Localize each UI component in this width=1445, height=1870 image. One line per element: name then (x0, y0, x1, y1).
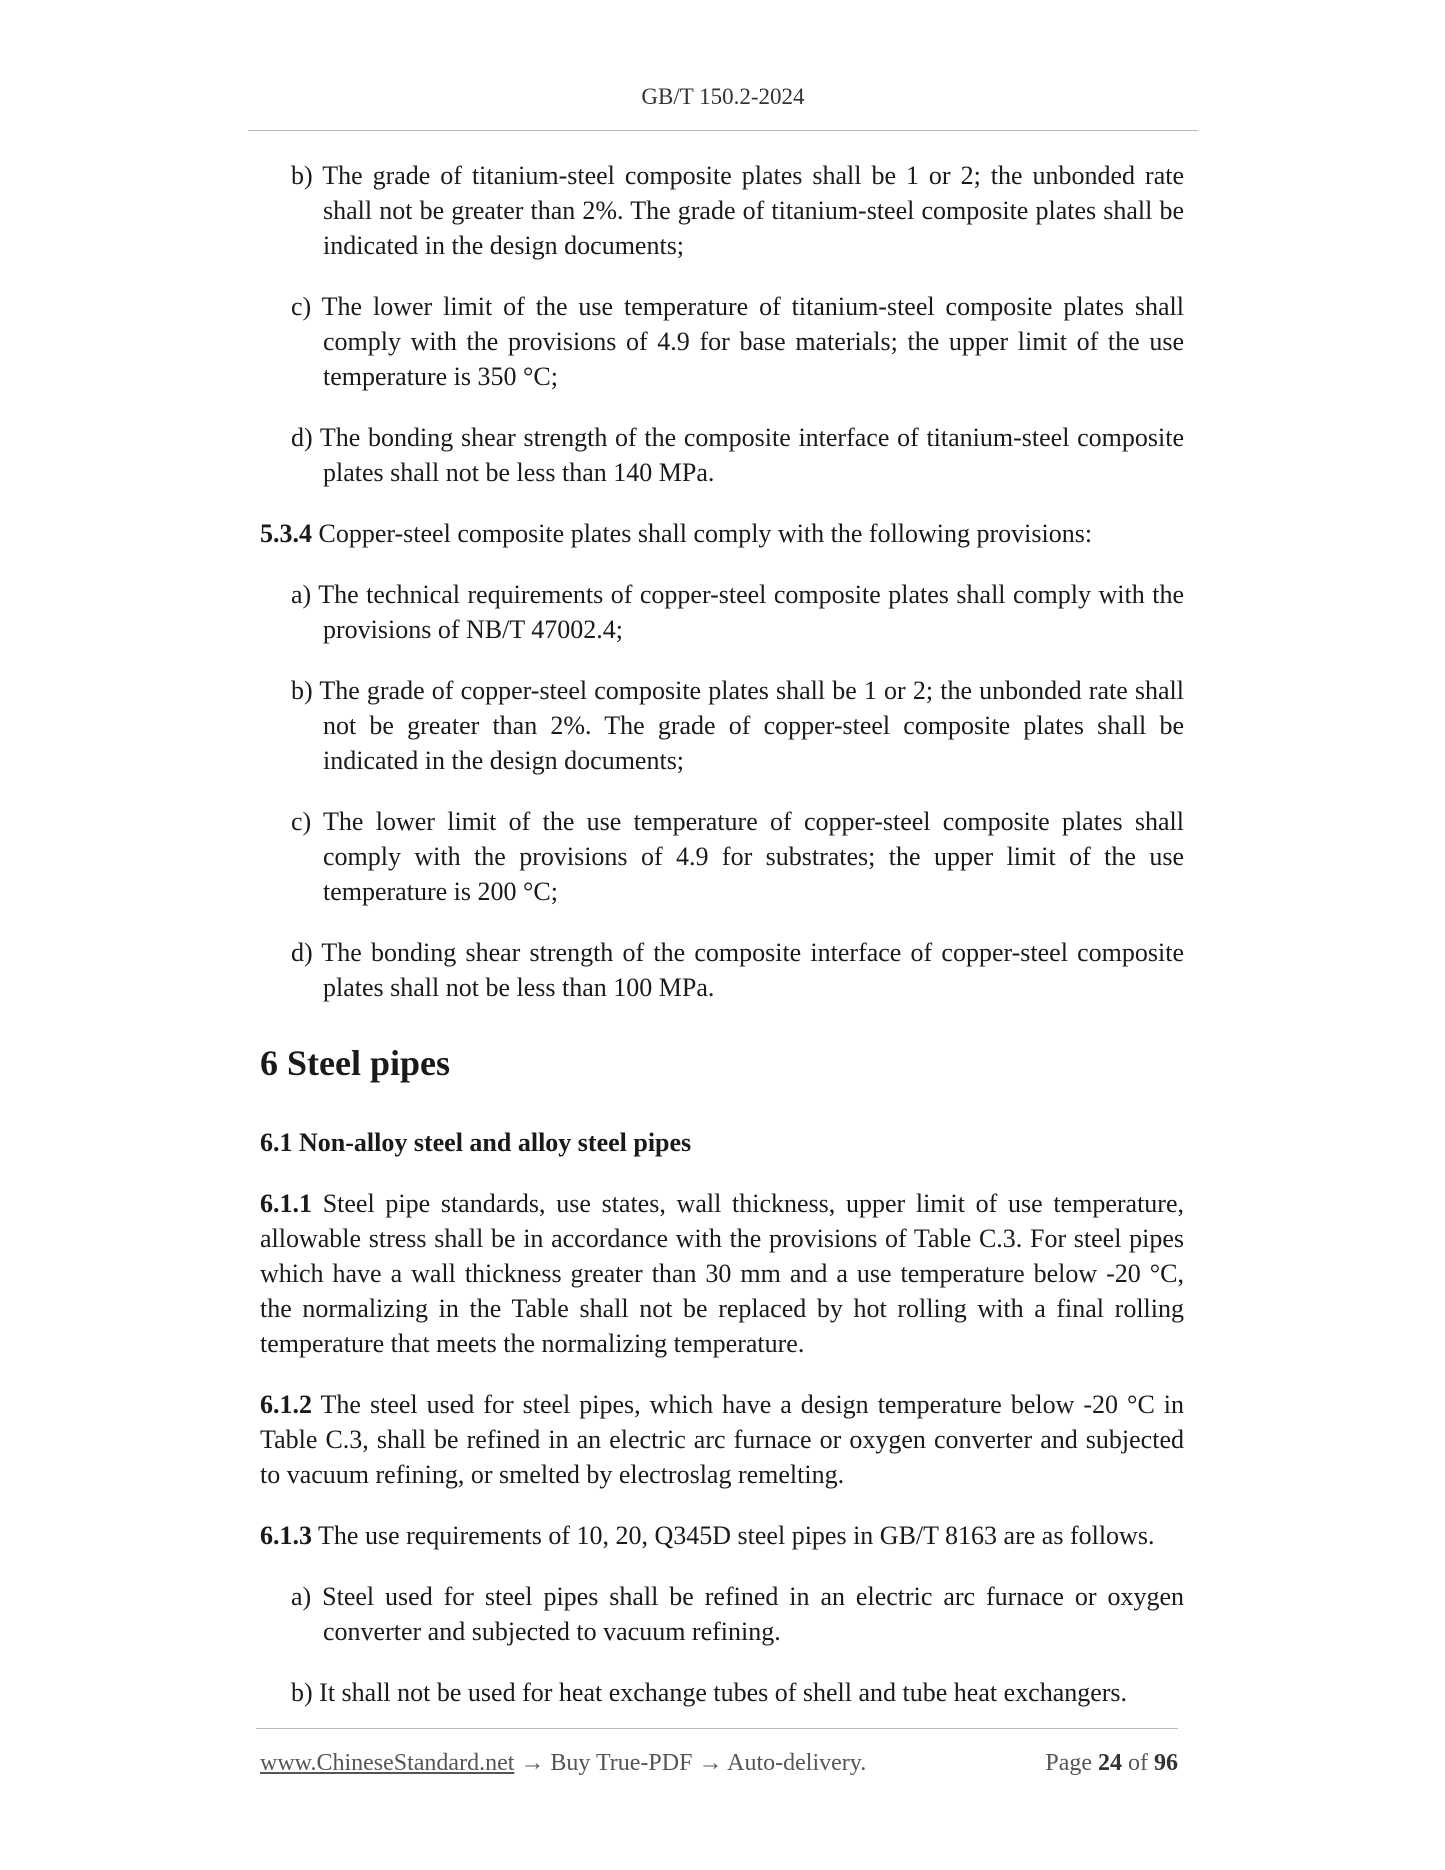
item-text: The grade of titanium-steel composite plates shall be 1 or 2; the unbonded rate shall not be greater than 2%. The grade of titanium-steel composite plates shall be indicated in the design documents; (322, 161, 1184, 260)
clause-text: The steel used for steel pipes, which have a design temperature below -20 °C in Table C.3, shall be refined in an electric arc furnace or oxygen converter and subjected to vacuum refining, or smelted by electroslag remelting. (260, 1390, 1185, 1489)
auto-delivery-text: Auto-delivery. (727, 1750, 867, 1776)
clause-5-3-4 (260, 516, 1184, 551)
list-item (260, 577, 1184, 647)
clause-number: 6.1.3 (260, 1521, 312, 1550)
item-text: It shall not be used for heat exchange tubes of shell and tube heat exchangers. (319, 1678, 1128, 1707)
item-text: The lower limit of the use temperature of titanium-steel composite plates shall comply with the provisions of 4.9 for base materials; the upper limit of the use temperature is 350 °C; (321, 292, 1184, 391)
site-link[interactable]: www.ChineseStandard.net (260, 1750, 515, 1776)
list-item (260, 804, 1184, 909)
item-label: a) (291, 1582, 312, 1611)
item-label: d) (291, 423, 313, 452)
footer-divider (256, 1728, 1178, 1729)
item-text: The bonding shear strength of the composite interface of titanium-steel composite plates shall not be less than 140 MPa. (319, 423, 1184, 487)
section-heading: 6.1 Non-alloy steel and alloy steel pipes (260, 1128, 692, 1157)
clause-number: 6.1.2 (260, 1390, 312, 1419)
item-text: The bonding shear strength of the composite interface of copper-steel composite plates shall not be less than 100 MPa. (321, 938, 1185, 1002)
total-pages: 96 (1154, 1750, 1178, 1776)
item-label: d) (291, 938, 313, 967)
arrow-right-icon: → (698, 1750, 723, 1776)
clause-6-1-3 (260, 1518, 1184, 1553)
item-label: c) (291, 807, 312, 836)
clause-6-1-2 (260, 1387, 1184, 1492)
clause-text: Steel pipe standards, use states, wall thickness, upper limit of use temperature, allowable stress shall be in accordance with the provisions of Table C.3. For steel pipes which have a wall thickness greater than 30 mm and a use temperature below -20 °C, the normalizing in the Table shall not be replaced by hot rolling with a final rolling temperature that meets the normalizing temperature. (260, 1189, 1185, 1358)
item-label: b) (291, 676, 313, 705)
arrow-right-icon: → (520, 1750, 545, 1776)
list-item (260, 289, 1184, 394)
item-label: c) (291, 292, 312, 321)
list-item (260, 673, 1184, 778)
clause-number: 5.3.4 (260, 519, 312, 548)
footer-links (260, 1750, 866, 1777)
item-text: The technical requirements of copper-steel composite plates shall comply with the provisions of NB/T 47002.4; (318, 580, 1184, 644)
chapter-heading: 6 Steel pipes (260, 1043, 451, 1083)
clause-text: The use requirements of 10, 20, Q345D steel pipes in GB/T 8163 are as follows. (318, 1521, 1155, 1550)
item-text: Steel used for steel pipes shall be refined in an electric arc furnace or oxygen converter and subjected to vacuum refining. (322, 1582, 1185, 1646)
clause-text: Copper-steel composite plates shall comply with the following provisions: (318, 519, 1093, 548)
clause-6-1-1 (260, 1186, 1184, 1361)
page-label: Page (1045, 1750, 1092, 1776)
list-item (260, 420, 1184, 490)
current-page: 24 (1098, 1750, 1122, 1776)
page-header: GB/T 150.2-2024 (641, 84, 805, 109)
item-text: The lower limit of the use temperature of copper-steel composite plates shall comply with the provisions of 4.9 for substrates; the upper limit of the use temperature is 200 °C; (323, 807, 1185, 906)
header-divider (248, 130, 1198, 131)
list-item (260, 1675, 1184, 1710)
page-number (1045, 1750, 1178, 1777)
clause-number: 6.1.1 (260, 1189, 312, 1218)
item-label: b) (291, 161, 313, 190)
list-item (260, 158, 1184, 263)
buy-pdf-text: Buy True-PDF (550, 1750, 693, 1776)
document-body (260, 158, 1184, 1736)
list-item (260, 1579, 1184, 1649)
item-label: a) (291, 580, 312, 609)
item-label: b) (291, 1678, 313, 1707)
item-text: The grade of copper-steel composite plates shall be 1 or 2; the unbonded rate shall not be greater than 2%. The grade of copper-steel composite plates shall be indicated in the design documents; (319, 676, 1184, 775)
of-label: of (1128, 1750, 1148, 1776)
list-item (260, 935, 1184, 1005)
